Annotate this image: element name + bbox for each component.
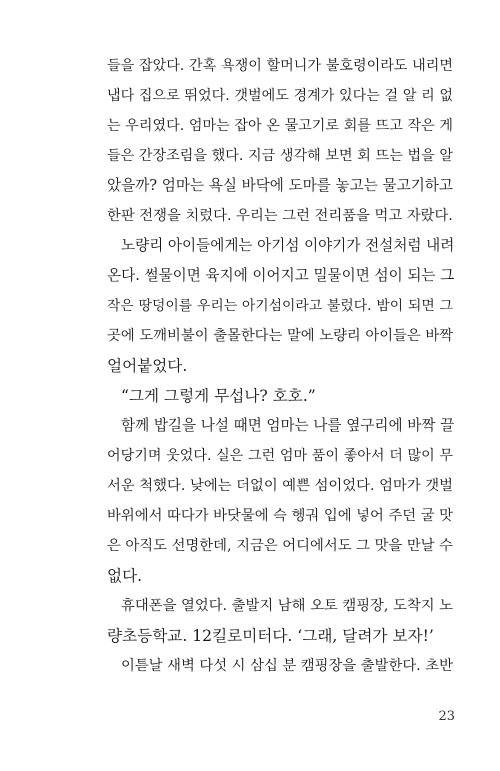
text-line: 온다. 썰물이면 육지에 이어지고 밀물이면 섬이 되는 그 bbox=[107, 267, 455, 284]
dialogue-line: “그게 그렇게 무섭나? 호호.” bbox=[121, 387, 316, 405]
text-line: 함께 밥길을 나설 때면 엄마는 나를 옆구리에 바짝 끌 bbox=[121, 417, 455, 434]
text-line: 얼어붙었다. bbox=[107, 357, 188, 375]
page-number: 23 bbox=[438, 709, 455, 724]
text-line: 어당기며 웃었다. 실은 그런 엄마 품이 좋아서 더 많이 무 bbox=[107, 448, 453, 464]
text-line: 없다. bbox=[107, 567, 143, 585]
text-line: 바위에서 따다가 바닷물에 슥 헹궈 입에 넣어 주던 굴 맛 bbox=[107, 508, 453, 524]
text-line: 휴대폰을 열었다. 출발지 남해 오토 캠핑장, 도착지 노 bbox=[121, 598, 454, 614]
text-line: 곳에 도깨비불이 출몰한다는 말에 노량리 아이들은 바짝 bbox=[107, 328, 454, 344]
text-line: 서운 척했다. 낮에는 더없이 예쁜 섬이었다. 엄마가 갯벌 bbox=[107, 478, 453, 494]
text-line: 는 우리였다. 엄마는 잡아 온 물고기로 회를 뜨고 작은 게 bbox=[107, 118, 453, 134]
text-line: 작은 땅덩이를 우리는 아기섬이라고 불렀다. 밤이 되면 그 bbox=[107, 298, 453, 314]
text-line: 이튿날 새벽 다섯 시 삼십 분 캠핑장을 출발한다. 초반 bbox=[121, 658, 454, 674]
text-line: 냅다 집으로 뛰었다. 갯벌에도 경계가 있다는 걸 알 리 없 bbox=[107, 88, 453, 104]
text-line: 량초등학교. 12킬로미터다. ‘그래, 달려가 보자!’ bbox=[107, 627, 434, 645]
text-line: 들은 간장조림을 했다. 지금 생각해 보면 회 뜨는 법을 알 bbox=[107, 148, 453, 164]
text-line: 노량리 아이들에게는 아기섬 이야기가 전설처럼 내려 bbox=[121, 237, 455, 254]
text-line: 들을 잡았다. 간혹 욕쟁이 할머니가 불호령이라도 내리면 bbox=[107, 58, 453, 74]
text-line: 았을까? 엄마는 욕실 바닥에 도마를 놓고는 물고기하고 bbox=[107, 177, 453, 194]
text-line: 은 아직도 선명한데, 지금은 어디에서도 그 맛을 만날 수 bbox=[107, 538, 453, 554]
text-line: 한판 전쟁을 치렀다. 우리는 그런 전리품을 먹고 자랐다. bbox=[107, 208, 453, 224]
